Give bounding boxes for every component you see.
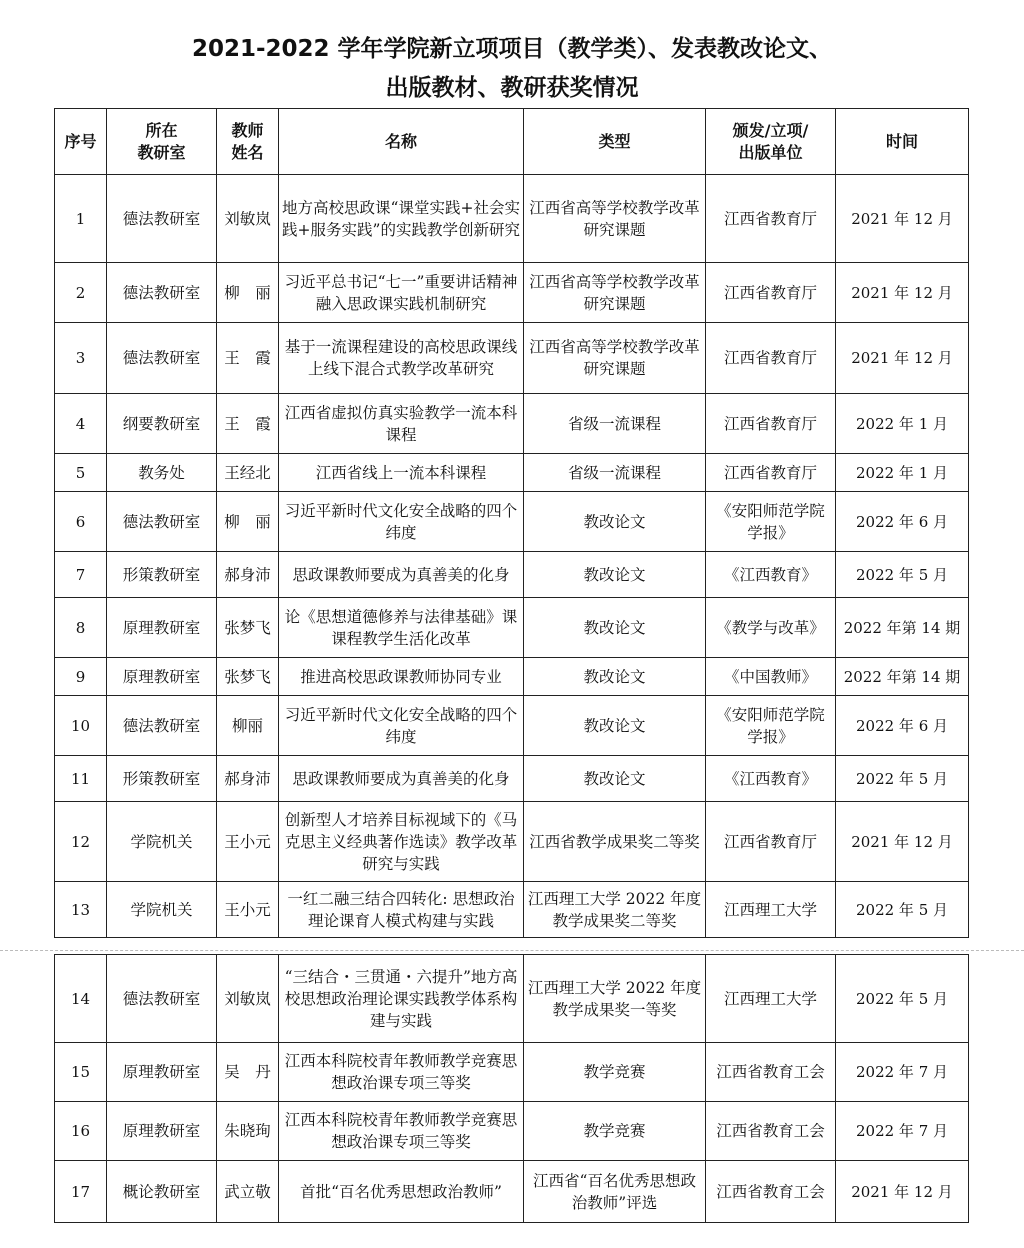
table-cell-no: 16: [55, 1102, 107, 1161]
table-cell-name: 创新型人才培养目标视域下的《马克思主义经典著作选读》教学改革研究与实践: [279, 802, 524, 882]
table-cell-name: 江西本科院校青年教师教学竞赛思想政治课专项三等奖: [279, 1043, 524, 1102]
table-cell-teacher: 郝身沛: [217, 756, 279, 802]
projects-table-part-2: [54, 954, 969, 1223]
table-cell-teacher: 柳 丽: [217, 492, 279, 552]
table-cell-no: 14: [55, 955, 107, 1043]
table-cell-dept: 德法教研室: [107, 175, 217, 263]
table-cell-time: 2022 年 1 月: [836, 394, 969, 454]
table-cell-name: 地方高校思政课“课堂实践+社会实践+服务实践”的实践教学创新研究: [279, 175, 524, 263]
table-cell-time: 2021 年 12 月: [836, 175, 969, 263]
table-cell-dept: 学院机关: [107, 802, 217, 882]
table-cell-type: 省级一流课程: [524, 394, 706, 454]
table-cell-time: 2021 年 12 月: [836, 802, 969, 882]
table-cell-dept: 原理教研室: [107, 1043, 217, 1102]
table-cell-unit: 江西理工大学: [706, 955, 836, 1043]
table-cell-name: 一红二融三结合四转化: 思想政治理论课育人模式构建与实践: [279, 882, 524, 938]
table-cell-type: 教改论文: [524, 756, 706, 802]
table-cell-unit: 江西省教育工会: [706, 1161, 836, 1223]
table-cell-unit: 江西省教育厅: [706, 263, 836, 323]
table-row: [55, 598, 969, 658]
table-cell-teacher: 柳 丽: [217, 263, 279, 323]
table-cell-teacher: 吴 丹: [217, 1043, 279, 1102]
table-cell-name: 论《思想道德修养与法律基础》课课程教学生活化改革: [279, 598, 524, 658]
table-cell-unit: 江西省教育厅: [706, 323, 836, 394]
header-time: 时间: [836, 109, 969, 175]
table-cell-type: 教改论文: [524, 552, 706, 598]
table-cell-name: 习近平总书记“七一”重要讲话精神融入思政课实践机制研究: [279, 263, 524, 323]
table-cell-dept: 德法教研室: [107, 323, 217, 394]
table-cell-teacher: 武立敬: [217, 1161, 279, 1223]
table-cell-unit: 《教学与改革》: [706, 598, 836, 658]
table-cell-teacher: 王小元: [217, 882, 279, 938]
table-cell-time: 2022 年 5 月: [836, 955, 969, 1043]
table-cell-unit: 江西省教育厅: [706, 454, 836, 492]
table-cell-dept: 德法教研室: [107, 955, 217, 1043]
table-cell-type: 教改论文: [524, 598, 706, 658]
page-break-divider: [0, 950, 1024, 951]
header-dept: 所在 教研室: [107, 109, 217, 175]
table-cell-name: 思政课教师要成为真善美的化身: [279, 552, 524, 598]
table-cell-teacher: 王小元: [217, 802, 279, 882]
table-cell-name: 江西省虚拟仿真实验教学一流本科课程: [279, 394, 524, 454]
table-cell-type: 江西省教学成果奖二等奖: [524, 802, 706, 882]
table-cell-dept: 教务处: [107, 454, 217, 492]
table-cell-teacher: 郝身沛: [217, 552, 279, 598]
table-cell-teacher: 朱晓珣: [217, 1102, 279, 1161]
table-cell-no: 15: [55, 1043, 107, 1102]
table-cell-dept: 德法教研室: [107, 263, 217, 323]
table-cell-no: 4: [55, 394, 107, 454]
table-cell-unit: 《江西教育》: [706, 756, 836, 802]
header-no: 序号: [55, 109, 107, 175]
table-cell-name: 基于一流课程建设的高校思政课线上线下混合式教学改革研究: [279, 323, 524, 394]
table-cell-no: 2: [55, 263, 107, 323]
table-cell-dept: 原理教研室: [107, 658, 217, 696]
table-cell-no: 11: [55, 756, 107, 802]
table-cell-teacher: 刘敏岚: [217, 955, 279, 1043]
table-cell-unit: 江西省教育工会: [706, 1043, 836, 1102]
table-cell-time: 2022 年第 14 期: [836, 658, 969, 696]
table-row: [55, 323, 969, 394]
table-cell-no: 9: [55, 658, 107, 696]
table-cell-time: 2022 年 5 月: [836, 552, 969, 598]
header-type: 类型: [524, 109, 706, 175]
table-cell-unit: 江西省教育厅: [706, 175, 836, 263]
table-row: [55, 658, 969, 696]
table-cell-time: 2021 年 12 月: [836, 323, 969, 394]
table-cell-dept: 原理教研室: [107, 1102, 217, 1161]
table-cell-time: 2021 年 12 月: [836, 1161, 969, 1223]
table-cell-teacher: 张梦飞: [217, 598, 279, 658]
table-cell-no: 8: [55, 598, 107, 658]
table-row: [55, 696, 969, 756]
table-cell-teacher: 王经北: [217, 454, 279, 492]
table-row: [55, 454, 969, 492]
table-row: [55, 175, 969, 263]
table-cell-teacher: 刘敏岚: [217, 175, 279, 263]
table-cell-name: 推进高校思政课教师协同专业: [279, 658, 524, 696]
table-cell-time: 2022 年 5 月: [836, 756, 969, 802]
table-cell-time: 2022 年 1 月: [836, 454, 969, 492]
table-cell-unit: 《安阳师范学院学报》: [706, 696, 836, 756]
page-title-line-1: 2021-2022 学年学院新立项项目（教学类）、发表教改论文、: [191, 36, 833, 62]
table-cell-dept: 纲要教研室: [107, 394, 217, 454]
table-cell-time: 2022 年 6 月: [836, 492, 969, 552]
table-cell-name: 江西本科院校青年教师教学竞赛思想政治课专项三等奖: [279, 1102, 524, 1161]
table-cell-type: 江西省“百名优秀思想政治教师”评选: [524, 1161, 706, 1223]
table-cell-no: 17: [55, 1161, 107, 1223]
table-cell-time: 2022 年 7 月: [836, 1102, 969, 1161]
table-row: [55, 1102, 969, 1161]
table-row: [55, 802, 969, 882]
table-cell-no: 6: [55, 492, 107, 552]
table-cell-type: 教改论文: [524, 696, 706, 756]
table-cell-no: 12: [55, 802, 107, 882]
table-cell-unit: 江西省教育厅: [706, 394, 836, 454]
table-cell-type: 教改论文: [524, 658, 706, 696]
table-cell-type: 江西理工大学 2022 年度教学成果奖二等奖: [524, 882, 706, 938]
table-cell-dept: 形策教研室: [107, 756, 217, 802]
table-cell-type: 江西理工大学 2022 年度教学成果奖一等奖: [524, 955, 706, 1043]
table-row: [55, 552, 969, 598]
table-row: [55, 882, 969, 938]
table-cell-name: “三结合・三贯通・六提升”地方高校思想政治理论课实践教学体系构建与实践: [279, 955, 524, 1043]
table-cell-time: 2022 年 7 月: [836, 1043, 969, 1102]
table-header-row: [55, 109, 969, 175]
table-cell-type: 江西省高等学校教学改革研究课题: [524, 175, 706, 263]
table-cell-no: 5: [55, 454, 107, 492]
table-row: [55, 756, 969, 802]
header-unit: 颁发/立项/ 出版单位: [706, 109, 836, 175]
table-row: [55, 955, 969, 1043]
table-cell-name: 江西省线上一流本科课程: [279, 454, 524, 492]
table-cell-no: 3: [55, 323, 107, 394]
table-cell-type: 教学竞赛: [524, 1102, 706, 1161]
table-cell-teacher: 张梦飞: [217, 658, 279, 696]
table-cell-name: 首批“百名优秀思想政治教师”: [279, 1161, 524, 1223]
header-name: 名称: [279, 109, 524, 175]
header-teacher: 教师 姓名: [217, 109, 279, 175]
page-title-line-2: 出版教材、教研获奖情况: [385, 75, 639, 101]
table-row: [55, 263, 969, 323]
table-cell-unit: 江西省教育工会: [706, 1102, 836, 1161]
table-cell-name: 习近平新时代文化安全战略的四个纬度: [279, 696, 524, 756]
table-row: [55, 492, 969, 552]
table-cell-no: 7: [55, 552, 107, 598]
table-cell-unit: 江西省教育厅: [706, 802, 836, 882]
table-cell-type: 教改论文: [524, 492, 706, 552]
projects-table-part-1: [54, 108, 969, 938]
table-cell-time: 2022 年 6 月: [836, 696, 969, 756]
table-cell-type: 省级一流课程: [524, 454, 706, 492]
table-cell-type: 江西省高等学校教学改革研究课题: [524, 323, 706, 394]
table-cell-teacher: 王 霞: [217, 394, 279, 454]
table-cell-name: 思政课教师要成为真善美的化身: [279, 756, 524, 802]
table-cell-dept: 德法教研室: [107, 492, 217, 552]
table-cell-time: 2021 年 12 月: [836, 263, 969, 323]
table-cell-time: 2022 年 5 月: [836, 882, 969, 938]
table-cell-dept: 德法教研室: [107, 696, 217, 756]
table-cell-time: 2022 年第 14 期: [836, 598, 969, 658]
table-cell-type: 江西省高等学校教学改革研究课题: [524, 263, 706, 323]
table-row: [55, 394, 969, 454]
table-cell-unit: 江西理工大学: [706, 882, 836, 938]
table-cell-unit: 《安阳师范学院学报》: [706, 492, 836, 552]
table-cell-teacher: 柳丽: [217, 696, 279, 756]
table-cell-dept: 原理教研室: [107, 598, 217, 658]
table-row: [55, 1161, 969, 1223]
table-cell-teacher: 王 霞: [217, 323, 279, 394]
table-cell-no: 1: [55, 175, 107, 263]
table-cell-no: 13: [55, 882, 107, 938]
table-cell-type: 教学竞赛: [524, 1043, 706, 1102]
table-cell-unit: 《江西教育》: [706, 552, 836, 598]
table-cell-dept: 概论教研室: [107, 1161, 217, 1223]
table-cell-dept: 形策教研室: [107, 552, 217, 598]
table-cell-unit: 《中国教师》: [706, 658, 836, 696]
table-row: [55, 1043, 969, 1102]
table-cell-dept: 学院机关: [107, 882, 217, 938]
table-cell-name: 习近平新时代文化安全战略的四个纬度: [279, 492, 524, 552]
table-cell-no: 10: [55, 696, 107, 756]
